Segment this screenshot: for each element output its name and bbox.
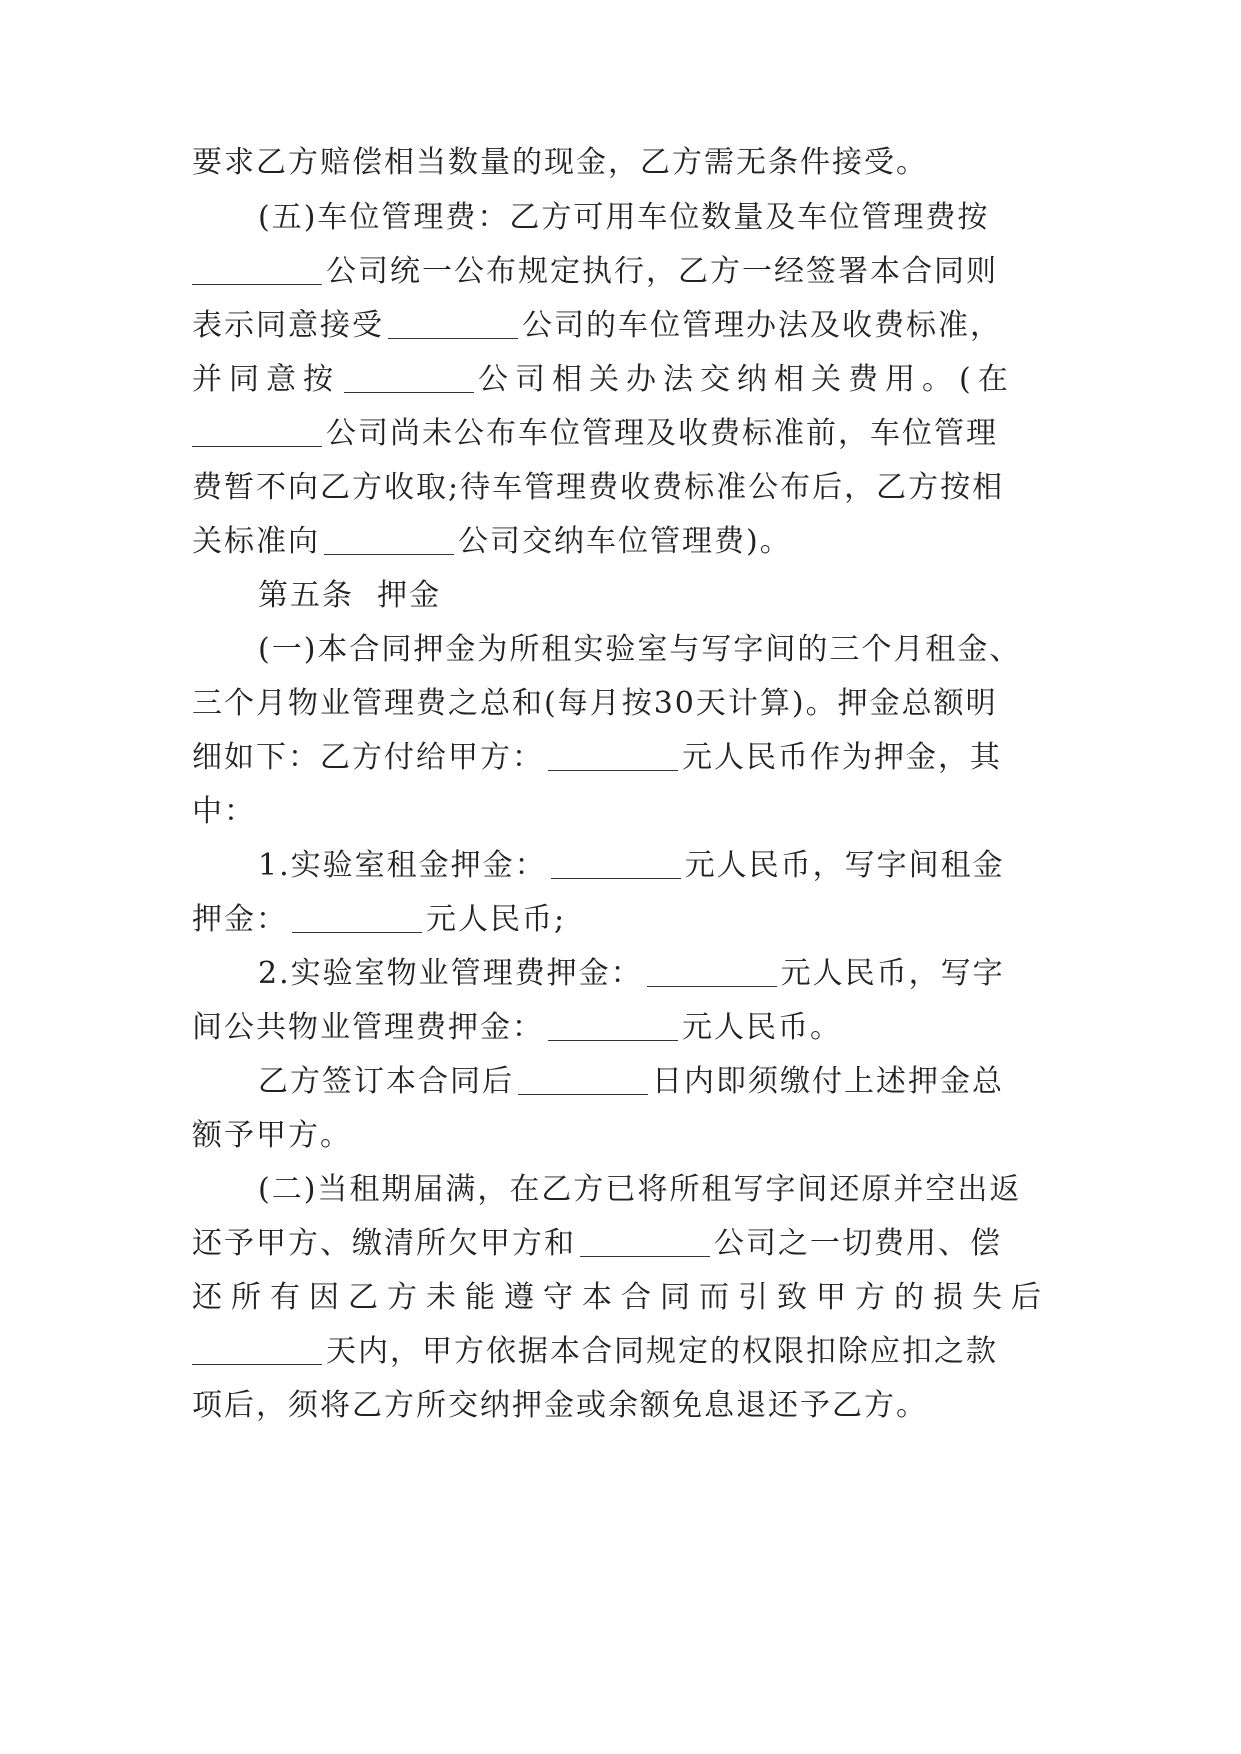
line-text: 1.实验室租金押金： (258, 848, 547, 883)
line-text: 公司统一公布规定执行，乙方一经签署本合同则 (326, 254, 998, 289)
text-line (192, 1116, 1092, 1156)
line-text: 并同意按 (192, 362, 340, 397)
text-line (192, 414, 1092, 454)
fill-in-blank (647, 958, 777, 987)
text-line (258, 954, 1158, 994)
line-text: 元人民币，写字 (780, 956, 1005, 991)
fill-in-blank (192, 418, 322, 447)
text-line (192, 522, 1092, 562)
text-line (192, 1008, 1092, 1048)
line-text: 三个月物业管理费之总和(每月按30天计算)。押金总额明 (192, 686, 998, 721)
line-text: 还所有因乙方未能遵守本合同而引致甲方的损失后 (192, 1280, 1050, 1315)
line-text: (一)本合同押金为所租实验室与写字间的三个月租金、 (258, 632, 1022, 667)
text-line (192, 360, 1092, 400)
line-text: (五)车位管理费：乙方可用车位数量及车位管理费按 (258, 200, 990, 235)
line-text: 中： (192, 794, 256, 829)
line-text: 公司之一切费用、偿 (714, 1226, 1002, 1261)
text-line (192, 252, 1092, 292)
section-heading (258, 576, 1158, 616)
line-text: 乙方签订本合同后 (258, 1064, 514, 1099)
text-line (258, 1062, 1158, 1102)
fill-in-blank (388, 310, 518, 339)
text-line (192, 684, 1092, 724)
line-text: 费暂不向乙方收取;待车管理费收费标准公布后，乙方按相 (192, 470, 1005, 505)
text-line (258, 198, 1158, 238)
line-text: 元人民币作为押金，其 (682, 740, 1002, 775)
fill-in-blank (548, 742, 678, 771)
text-line (192, 1332, 1092, 1372)
fill-in-blank (551, 850, 681, 879)
line-text: 元人民币，写字间租金 (684, 848, 1005, 883)
fill-in-blank (324, 526, 454, 555)
fill-in-blank (292, 904, 422, 933)
fill-in-blank (548, 1012, 678, 1041)
text-line (258, 1170, 1158, 1210)
line-text: 日内即须缴付上述押金总 (652, 1064, 1004, 1099)
text-line (258, 846, 1158, 886)
text-line (192, 1386, 1092, 1426)
fill-in-blank (518, 1066, 648, 1095)
line-text: (二)当租期届满，在乙方已将所租写字间还原并空出返 (258, 1172, 1022, 1207)
line-text: 间公共物业管理费押金： (192, 1010, 544, 1045)
line-text: 公司的车位管理办法及收费标准， (522, 308, 1002, 343)
line-text: 要求乙方赔偿相当数量的现金，乙方需无条件接受。 (192, 145, 928, 180)
line-text: 押金： (192, 902, 288, 937)
line-text: 公司尚未公布车位管理及收费标准前，车位管理 (326, 416, 998, 451)
line-text: 天内，甲方依据本合同规定的权限扣除应扣之款 (326, 1334, 998, 1369)
text-line (192, 468, 1092, 508)
line-text: 元人民币; (426, 902, 567, 937)
fill-in-blank (192, 1336, 322, 1365)
text-line (192, 306, 1092, 346)
line-text: 还予甲方、缴清所欠甲方和 (192, 1226, 576, 1261)
line-text: 细如下：乙方付给甲方： (192, 740, 544, 775)
text-line (192, 143, 1092, 183)
text-line (192, 1224, 1092, 1264)
text-line (192, 738, 1092, 778)
fill-in-blank (192, 256, 322, 285)
line-text: 项后，须将乙方所交纳押金或余额免息退还予乙方。 (192, 1388, 928, 1423)
fill-in-blank (344, 364, 474, 393)
text-line (192, 792, 1092, 832)
line-text: 元人民币。 (682, 1010, 842, 1045)
line-text: 关标准向 (192, 524, 320, 559)
text-line (192, 1278, 1092, 1318)
line-text: 表示同意接受 (192, 308, 384, 343)
line-text: 2.实验室物业管理费押金： (258, 956, 643, 991)
line-text: 公司相关办法交纳相关费用。(在 (478, 362, 1015, 397)
line-text: 公司交纳车位管理费)。 (458, 524, 792, 559)
line-text: 第五条 押金 (258, 578, 442, 613)
fill-in-blank (580, 1228, 710, 1257)
text-line (258, 630, 1158, 670)
line-text: 额予甲方。 (192, 1118, 352, 1153)
text-line (192, 900, 1092, 940)
